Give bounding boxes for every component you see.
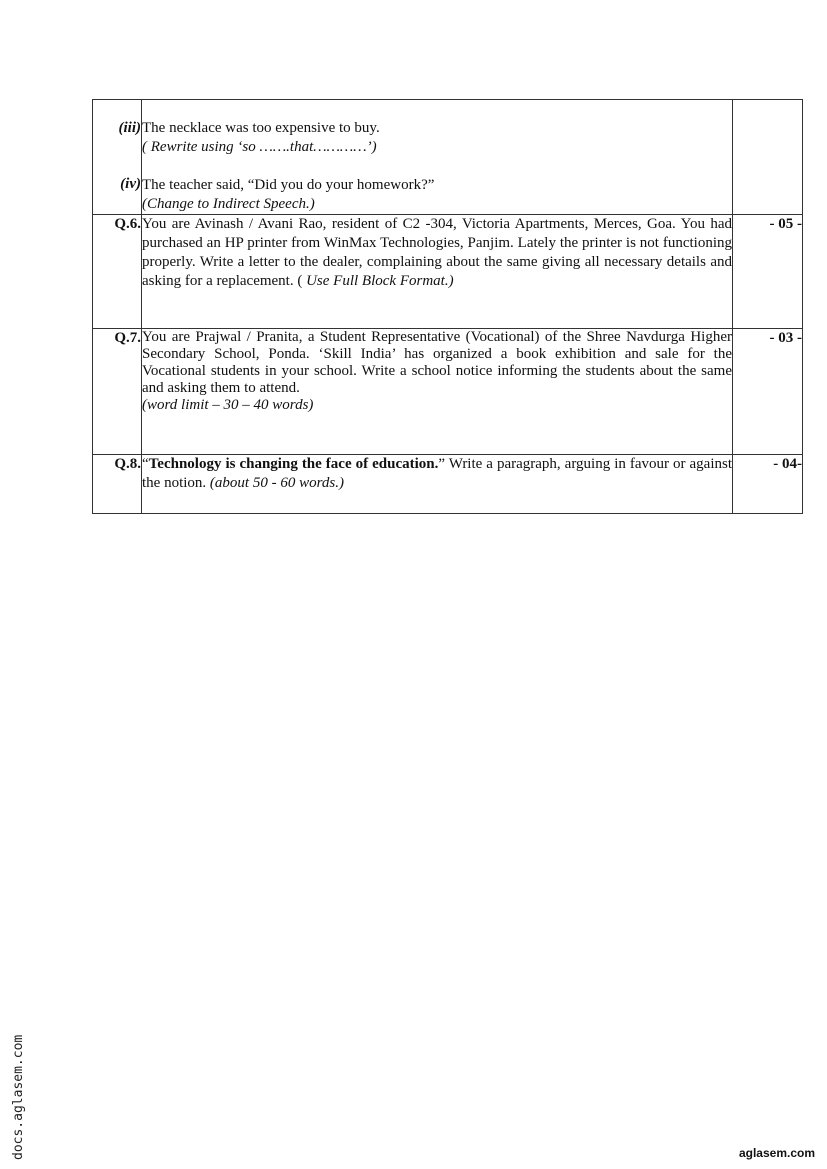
question-number-q7: Q.7. (93, 329, 142, 455)
question-q7-instruction: (word limit – 30 – 40 words) (142, 397, 314, 413)
question-number-q8: Q.8. (93, 455, 142, 514)
question-row-q7 (93, 329, 803, 455)
question-row-q6 (93, 215, 803, 329)
marks-q7: - 03 - (733, 329, 803, 455)
question-q6-body: You are Avinash / Avani Rao, resident of C2 -304, Victoria Apartments, Merces, Goa. You had purchased an HP printer from WinMax Technologies, Panjim. Lately the printer is not functioning properly. Write a letter to the dealer, complaining about the same giving all necessary details and asking for a replacement. ( (142, 216, 732, 289)
question-text-q8 (142, 455, 733, 514)
sub-question-iv-text: The teacher said, “Did you do your homework?” (142, 177, 435, 193)
question-text-q6 (142, 215, 733, 329)
footer-watermark-right: aglasem.com (738, 1146, 815, 1160)
question-number-q6: Q.6. (93, 215, 142, 329)
question-q8-instruction: (about 50 - 60 words.) (209, 475, 344, 491)
marks-q8: - 04- (733, 455, 803, 514)
question-table (92, 99, 803, 514)
question-text-q7 (142, 329, 733, 455)
sub-questions-row (93, 100, 803, 215)
question-q6-instruction: Use Full Block Format.) (306, 273, 454, 289)
footer-watermark-left: docs.aglasem.com (11, 1034, 26, 1160)
sub-question-iii-text: The necklace was too expensive to buy. (142, 120, 380, 136)
question-q8-bold: Technology is changing the face of education. (148, 456, 439, 472)
sub-marks-cell (733, 100, 803, 215)
sub-question-cell (142, 100, 733, 215)
sub-number-cell (93, 100, 142, 215)
question-q8-body: ” Write a paragraph, arguing in favour or against the notion. (142, 456, 732, 491)
sub-number-iv: (iv) (120, 176, 141, 192)
sub-question-iv-instruction: (Change to Indirect Speech.) (142, 196, 315, 212)
question-q7-body: You are Prajwal / Pranita, a Student Representative (Vocational) of the Shree Navdurga Higher Secondary School, Ponda. ‘Skill India’ has organized a book exhibition and sale for the Vocational students in your school. Write a school notice informing the students about the same and asking them to attend. (142, 329, 732, 396)
question-row-q8 (93, 455, 803, 514)
marks-q6: - 05 - (733, 215, 803, 329)
question-q8-open-quote: “ (142, 456, 149, 472)
sub-question-iii-instruction: ( Rewrite using ‘so …….that…………’) (142, 139, 377, 155)
sub-number-iii: (iii) (118, 120, 141, 136)
